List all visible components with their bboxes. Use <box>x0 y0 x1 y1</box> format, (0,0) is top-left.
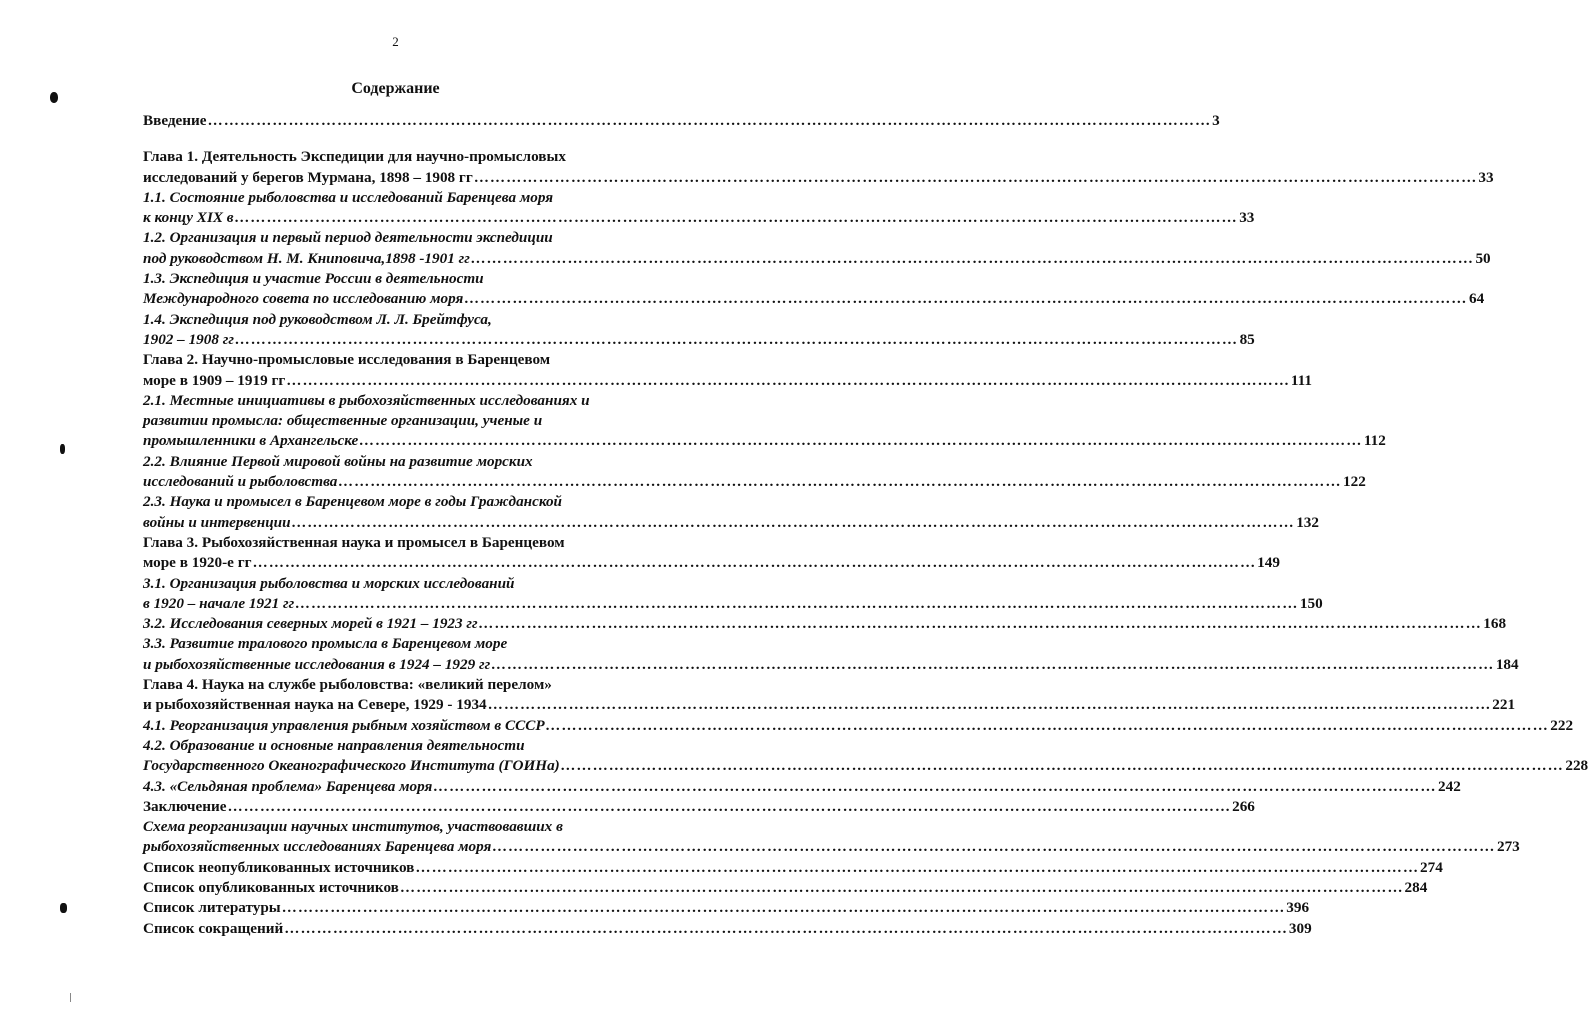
toc-entry-line <box>143 111 1220 131</box>
toc-entry-text: развитии промысла: общественные организации, ученые и <box>143 412 543 430</box>
toc-entry-text: и рыбохозяйственные исследования в 1924 – 1929 гг <box>143 655 491 673</box>
dot-leader: …………………………………………………………………………………………………………………………………………………………………… <box>234 209 1239 227</box>
toc-entry-text: Глава 1. Деятельность Экспедиции для научно-промысловых <box>143 148 566 166</box>
toc-entry-line <box>143 655 1519 675</box>
toc-entry-line <box>143 594 1323 614</box>
toc-entry-line <box>143 168 1494 188</box>
toc-entry-line <box>143 249 1491 269</box>
toc-entry <box>143 777 1461 797</box>
dot-leader: …………………………………………………………………………………………………………………………………………………………………… <box>545 716 1550 734</box>
toc-entry <box>143 228 1491 269</box>
toc-page-number: 3 <box>1212 112 1220 129</box>
toc-entry <box>143 147 1494 188</box>
toc-entry-text: исследований и рыболовства <box>143 473 338 491</box>
toc-entry <box>143 858 1443 878</box>
toc-page-number: 242 <box>1438 777 1461 795</box>
toc-entry-line <box>143 817 705 837</box>
toc-entry <box>143 492 1319 533</box>
toc-entry-text: Государственного Океанографического Института (ГОИНа) <box>143 757 560 775</box>
scan-mark <box>70 993 71 1002</box>
toc-title: Содержание <box>351 80 440 97</box>
toc-page-number: 168 <box>1483 615 1507 633</box>
toc-entry <box>143 634 1519 675</box>
toc-page-number: 309 <box>1288 919 1312 937</box>
toc-page-number: 396 <box>1286 899 1310 917</box>
toc-entry-line <box>143 553 1280 573</box>
toc-entry-line <box>143 147 705 167</box>
toc-entry-line <box>143 716 1574 736</box>
toc-entry <box>143 188 1255 229</box>
toc-entry-line <box>143 411 705 431</box>
table-of-contents <box>143 111 1588 939</box>
toc-entry-line <box>143 919 1312 939</box>
toc-entry-text: 4.3. «Сельдяная проблема» Баренцева моря <box>143 777 433 795</box>
toc-entry-text: 1.2. Организация и первый период деятельности экспедиции <box>143 229 553 247</box>
dot-leader: …………………………………………………………………………………………………………………………………………………………………… <box>399 878 1404 896</box>
toc-entry-line <box>143 797 1255 817</box>
dot-leader: …………………………………………………………………………………………………………………………………………………………………… <box>227 797 1232 815</box>
toc-entry-text: под руководством Н. М. Книповича,1898 -1901 гг <box>143 249 470 267</box>
toc-entry-line <box>143 371 1312 391</box>
toc-page-number: 50 <box>1475 249 1491 267</box>
toc-entry-text: Введение <box>143 112 207 129</box>
toc-entry-line <box>143 391 705 411</box>
toc-entry-text: море в 1909 – 1919 гг <box>143 371 286 389</box>
toc-entry-text: рыбохозяйственных исследованиях Баренцева моря <box>143 838 492 856</box>
toc-page-number: 274 <box>1420 858 1443 876</box>
toc-entry-text: исследований у берегов Мурмана, 1898 – 1908 гг <box>143 168 473 186</box>
toc-entry-line <box>143 350 705 370</box>
toc-page-number: 33 <box>1478 168 1494 186</box>
toc-entry-text: Международного совета по исследованию моря <box>143 290 464 308</box>
toc-entry-text: 2.2. Влияние Первой мировой войны на развитие морских <box>143 452 533 470</box>
toc-entry <box>143 310 1255 351</box>
dot-leader: …………………………………………………………………………………………………………………………………………………………………… <box>234 330 1239 348</box>
toc-entry-line <box>143 695 1516 715</box>
toc-entry <box>143 736 1588 777</box>
toc-entry-text: Список неопубликованных источников <box>143 858 415 876</box>
toc-entry <box>143 574 1323 615</box>
toc-entry-text: Список опубликованных источников <box>143 878 399 896</box>
toc-entry <box>143 817 1520 858</box>
toc-entry-text: 1.3. Экспедиция и участие России в деятельности <box>143 270 484 288</box>
toc-entry-line <box>143 492 705 512</box>
toc-entry-line <box>143 228 705 248</box>
toc-entry <box>143 614 1507 634</box>
page-number: 2 <box>392 34 399 49</box>
toc-entry-text: 4.1. Реорганизация управления рыбным хозяйством в СССР <box>143 716 545 734</box>
toc-entry-line <box>143 878 1428 898</box>
toc-entry-text: Список литературы <box>143 899 281 917</box>
dot-leader: …………………………………………………………………………………………………………………………………………………………………… <box>281 899 1286 917</box>
toc-entry-line <box>143 533 705 553</box>
toc-entry-line <box>143 289 1485 309</box>
toc-page-number: 132 <box>1296 513 1319 531</box>
toc-page-number: 222 <box>1550 716 1574 734</box>
toc-entry <box>143 919 1312 939</box>
toc-entry-line <box>143 269 705 289</box>
toc-page-number: 112 <box>1363 432 1386 450</box>
dot-leader: …………………………………………………………………………………………………………………………………………………………………… <box>207 112 1212 129</box>
dot-leader: …………………………………………………………………………………………………………………………………………………………………… <box>487 696 1492 714</box>
dot-leader: …………………………………………………………………………………………………………………………………………………………………… <box>286 371 1290 389</box>
toc-entry-line <box>143 837 1520 857</box>
toc-entry-line <box>143 634 705 654</box>
toc-entry-line <box>143 756 1588 776</box>
toc-entry-line <box>143 858 1443 878</box>
toc-page-number: 284 <box>1404 878 1428 896</box>
toc-page-number: 111 <box>1290 371 1312 389</box>
toc-entry-text: Заключение <box>143 797 227 815</box>
toc-page-number: 33 <box>1239 209 1255 227</box>
toc-entry-line <box>143 330 1255 350</box>
toc-page-number: 273 <box>1496 838 1520 856</box>
toc-entry <box>143 111 1220 131</box>
toc-page-number: 64 <box>1468 290 1485 308</box>
toc-entry-line <box>143 208 1255 228</box>
dot-leader: …………………………………………………………………………………………………………………………………………………………………… <box>470 249 1475 267</box>
toc-entry-text: Глава 3. Рыбохозяйственная наука и промысел в Баренцевом <box>143 533 565 551</box>
toc-page-number: 149 <box>1257 554 1280 572</box>
toc-entry-line <box>143 898 1310 918</box>
toc-entry-line <box>143 472 1366 492</box>
toc-entry-text: промышленники в Архангельске <box>143 432 359 450</box>
dot-leader: …………………………………………………………………………………………………………………………………………………………………… <box>433 777 1437 795</box>
dot-leader: …………………………………………………………………………………………………………………………………………………………………… <box>284 919 1288 937</box>
dot-leader: …………………………………………………………………………………………………………………………………………………………………… <box>252 554 1257 572</box>
toc-entry-text: 1.4. Экспедиция под руководством Л. Л. Брейтфуса, <box>143 310 492 328</box>
dot-leader: …………………………………………………………………………………………………………………………………………………………………… <box>478 615 1483 633</box>
toc-entry-text: 3.3. Развитие тралового промысла в Баренцевом море <box>143 635 508 653</box>
toc-entry-line <box>143 614 1507 634</box>
dot-leader: …………………………………………………………………………………………………………………………………………………………………… <box>560 757 1565 775</box>
toc-entry-text: 4.2. Образование и основные направления деятельности <box>143 736 525 754</box>
toc-entry-line <box>143 513 1319 533</box>
toc-entry <box>143 452 1366 493</box>
toc-entry-text: войны и интервенции <box>143 513 291 531</box>
dot-leader: …………………………………………………………………………………………………………………………………………………………………… <box>492 838 1496 856</box>
dot-leader: …………………………………………………………………………………………………………………………………………………………………… <box>295 594 1299 612</box>
toc-page-number: 150 <box>1299 594 1323 612</box>
toc-entry <box>143 878 1428 898</box>
toc-entry-text: 2.1. Местные инициативы в рыбохозяйственных исследованиях и <box>143 391 590 409</box>
toc-entry-line <box>143 310 705 330</box>
toc-page-number: 228 <box>1565 757 1588 775</box>
toc-entry-text: Схема реорганизации научных институтов, участвовавших в <box>143 818 563 836</box>
toc-entry-line <box>143 777 1461 797</box>
toc-entry-text: и рыбохозяйственная наука на Севере, 1929 - 1934 <box>143 696 487 714</box>
toc-entry <box>143 350 1312 391</box>
dot-leader: …………………………………………………………………………………………………………………………………………………………………… <box>473 168 1478 186</box>
dot-leader: …………………………………………………………………………………………………………………………………………………………………… <box>415 858 1419 876</box>
toc-entry-text: 3.1. Организация рыболовства и морских исследований <box>143 574 515 592</box>
toc-entry <box>143 898 1310 918</box>
toc-entry-text: Глава 2. Научно-промысловые исследования в Баренцевом <box>143 351 551 369</box>
toc-entry-text: 1.1. Состояние рыболовства и исследований Баренцева моря <box>143 188 554 206</box>
toc-entry <box>143 533 1280 574</box>
toc-page-number: 221 <box>1492 696 1516 714</box>
toc-entry-text: в 1920 – начале 1921 гг <box>143 594 295 612</box>
toc-entry-text: море в 1920-е гг <box>143 554 252 572</box>
toc-entry-line <box>143 736 705 756</box>
toc-page-number: 266 <box>1232 797 1255 815</box>
toc-entry-line <box>143 452 705 472</box>
toc-entry <box>143 675 1516 716</box>
toc-entry-text: Глава 4. Наука на службе рыболовства: «великий перелом» <box>143 676 552 694</box>
dot-leader: …………………………………………………………………………………………………………………………………………………………………… <box>291 513 1296 531</box>
toc-entry-text: 3.2. Исследования северных морей в 1921 – 1923 гг <box>143 615 478 633</box>
toc-page-number: 184 <box>1495 655 1519 673</box>
toc-entry-line <box>143 188 705 208</box>
toc-entry <box>143 391 1386 452</box>
toc-entry-text: 2.3. Наука и промысел в Баренцевом море в годы Гражданской <box>143 493 562 511</box>
scan-mark <box>60 444 65 454</box>
toc-entry-text: 1902 – 1908 гг <box>143 330 234 348</box>
toc-entry-text: Список сокращений <box>143 919 284 937</box>
scan-mark <box>60 903 67 913</box>
dot-leader: …………………………………………………………………………………………………………………………………………………………………… <box>338 473 1343 491</box>
dot-leader: …………………………………………………………………………………………………………………………………………………………………… <box>464 290 1468 308</box>
toc-entry-line <box>143 431 1386 451</box>
toc-entry-line <box>143 675 705 695</box>
toc-entry-text: к концу XIX в <box>143 209 234 227</box>
toc-entry-line <box>143 574 705 594</box>
dot-leader: …………………………………………………………………………………………………………………………………………………………………… <box>491 655 1495 673</box>
toc-page-number: 85 <box>1239 330 1255 348</box>
toc-entry <box>143 716 1574 736</box>
toc-entry <box>143 269 1485 310</box>
toc-entry <box>143 797 1255 817</box>
dot-leader: …………………………………………………………………………………………………………………………………………………………………… <box>359 432 1363 450</box>
toc-page-number: 122 <box>1343 473 1366 491</box>
